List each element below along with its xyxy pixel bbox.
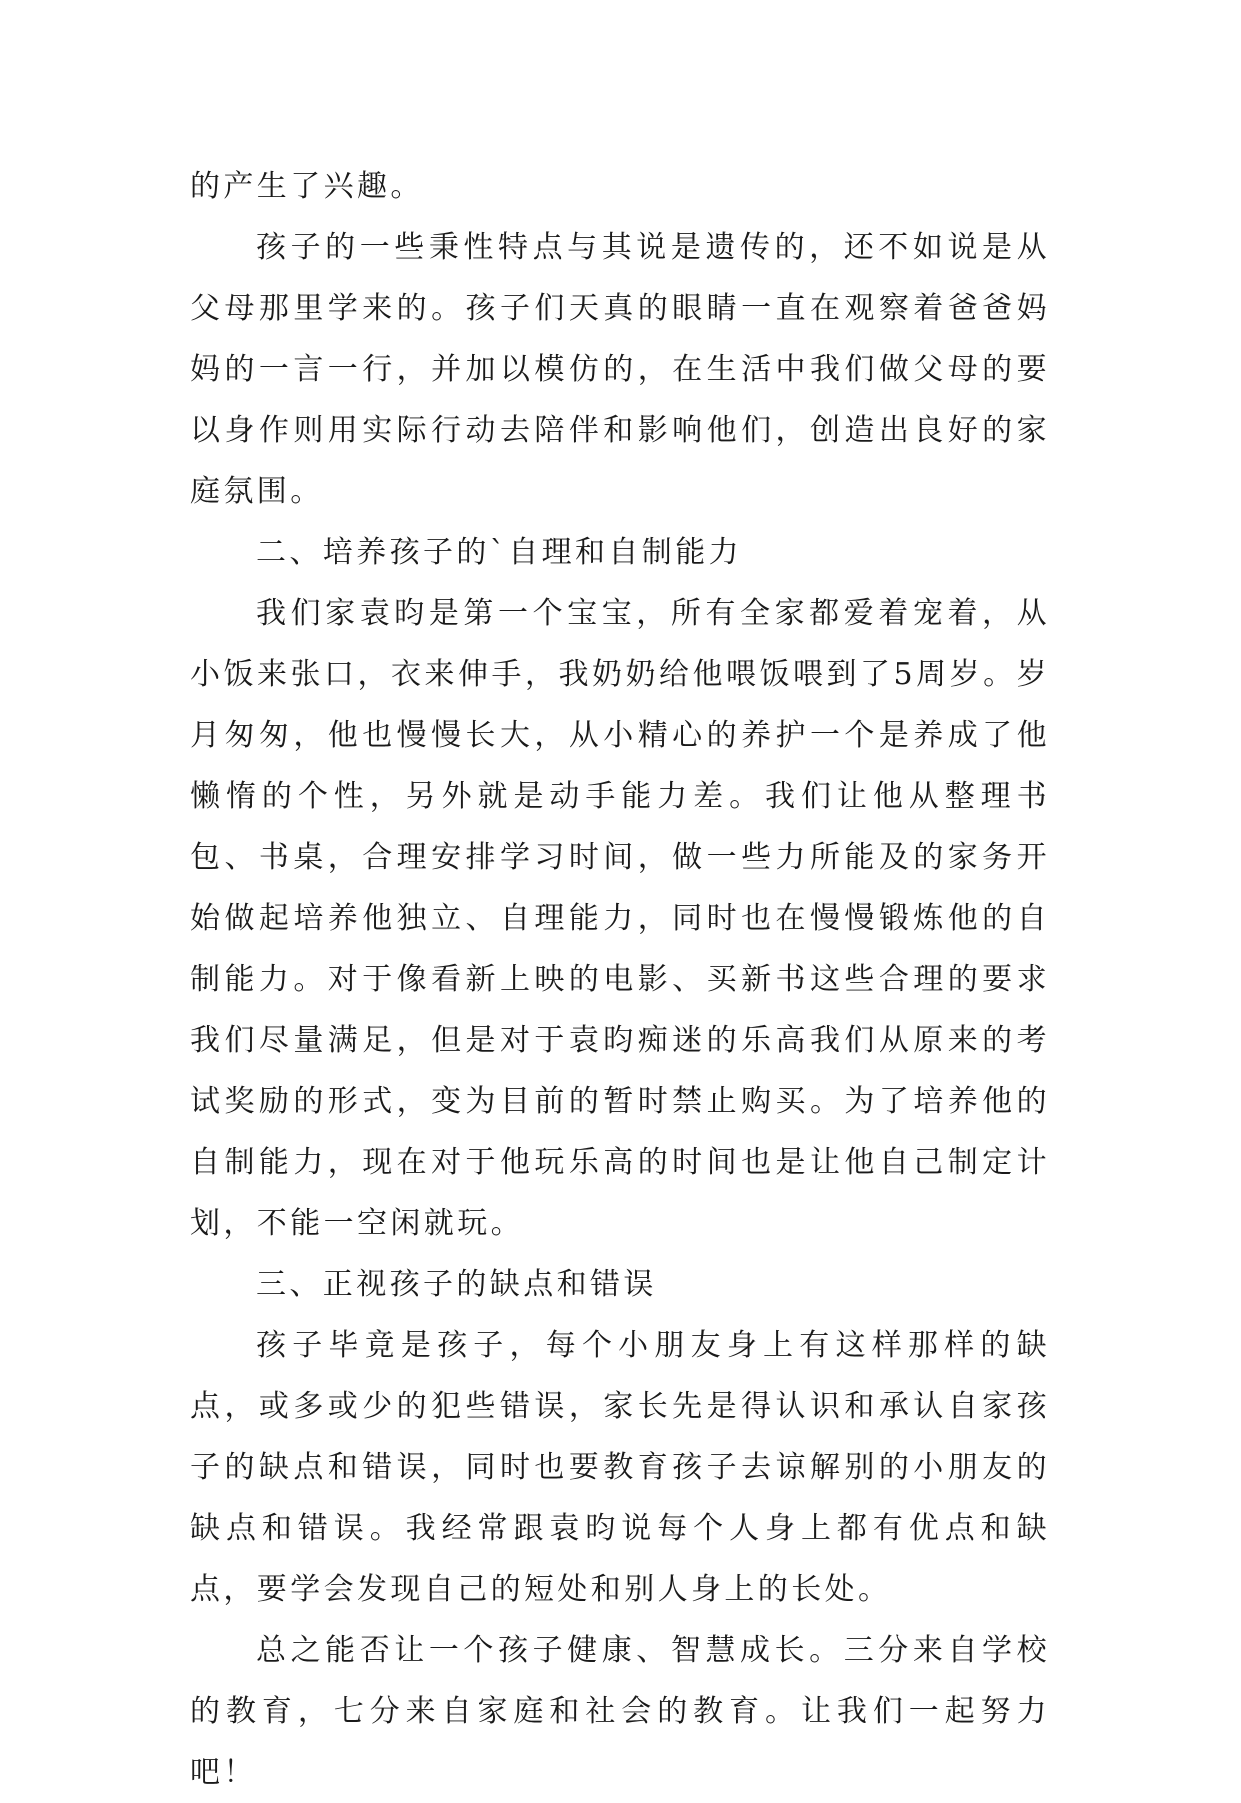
document-body [190, 156, 1050, 1803]
paragraph-self-care: 我们家袁昀是第一个宝宝，所有全家都爱着宠着，从小饭来张口，衣来伸手，我奶奶给他喂饭喂到了5周岁。岁月匆匆，他也慢慢长大，从小精心的养护一个是养成了他懒惰的个性，另外就是动手能力差。我们让他从整理书包、书桌，合理安排学习时间，做一些力所能及的家务开始做起培养他独立、自理能力，同时也在慢慢锻炼他的自制能力。对于像看新上映的电影、买新书这些合理的要求我们尽量满足，但是对于袁昀痴迷的乐高我们从原来的考试奖励的形式，变为目前的暂时禁止购买。为了培养他的自制能力，现在对于他玩乐高的时间也是让他自己制定计划，不能一空闲就玩。 [190, 596, 1050, 1241]
paragraph-continuation: 的产生了兴趣。 [190, 169, 424, 204]
section-heading-2: 二、培养孩子的`自理和自制能力 [256, 535, 742, 570]
section-heading-3: 三、正视孩子的缺点和错误 [256, 1267, 657, 1302]
paragraph-conclusion: 总之能否让一个孩子健康、智慧成长。三分来自学校的教育，七分来自家庭和社会的教育。让我们一起努力吧！ [190, 1633, 1050, 1790]
paragraph-parents-example: 孩子的一些秉性特点与其说是遗传的，还不如说是从父母那里学来的。孩子们天真的眼睛一直在观察着爸爸妈妈的一言一行，并加以模仿的，在生活中我们做父母的要以身作则用实际行动去陪伴和影响他们，创造出良好的家庭氛围。 [190, 230, 1050, 509]
paragraph-faults: 孩子毕竟是孩子，每个小朋友身上有这样那样的缺点，或多或少的犯些错误，家长先是得认识和承认自家孩子的缺点和错误，同时也要教育孩子去谅解别的小朋友的缺点和错误。我经常跟袁昀说每个人身上都有优点和缺点，要学会发现自己的短处和别人身上的长处。 [190, 1328, 1050, 1607]
